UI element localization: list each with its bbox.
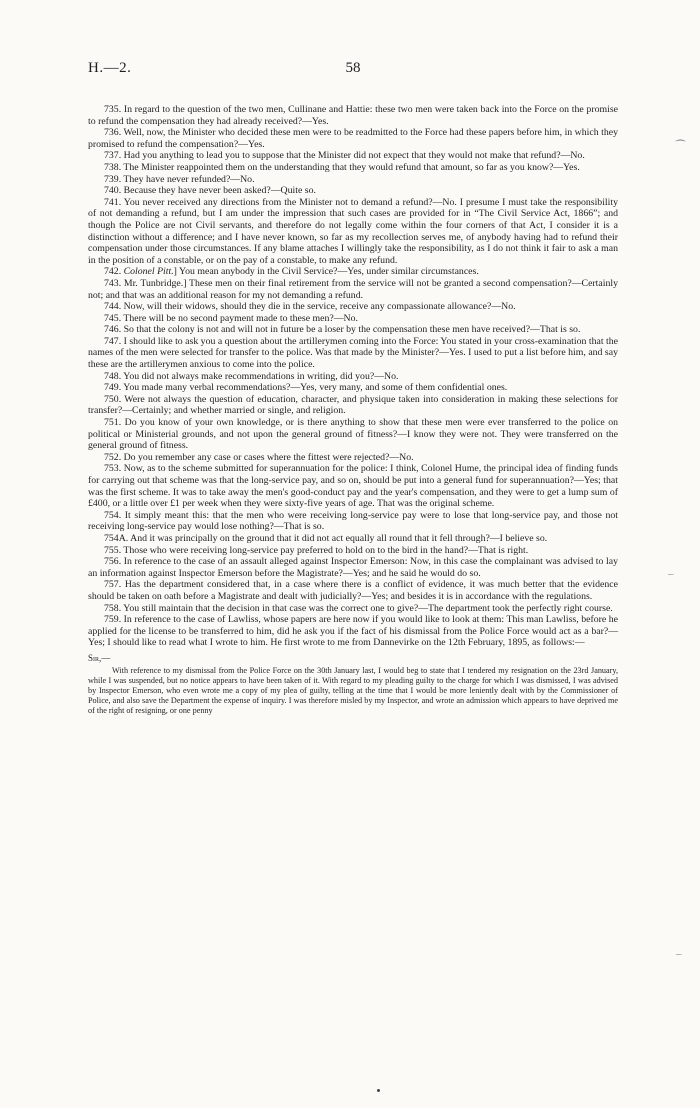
paragraph-736: 736. Well, now, the Minister who decided these men were to be readmitted to the Force had these papers before him, in which they promised to refund the compensation?—Yes.	[88, 127, 618, 150]
paragraph-758: 758. You still maintain that the decision in that case was the correct one to give?—The department took the perfectly right course.	[104, 602, 613, 614]
paragraph-741: 741. You never received any directions from the Minister not to demand a refund?—No. I presume I must take the responsibility of not demanding a refund, but I am under the impression that such cases are provided for in “The Civil Service Act, 1866”; and though the Police are not Civil servants, and therefore do not legally come within the four corners of that Act, I consider it is a distinction without a difference; and I have never known, so far as my recollection serves me, of anybody having had to refund their compensation under those circumstances. If any blame attaches I willingly take the responsibility, as I do not think it fair to ask a man in the position of a constable, or on the pay of a constable, to make any refund.	[88, 196, 618, 266]
page-body	[88, 104, 618, 717]
margin-mark: –	[668, 568, 674, 580]
paragraph-743: 743. Mr. Tunbridge.] These men on their final retirement from the service will not be granted a second compensation?—Certainly not; and that was an additional reason for my not demanding a refund.	[88, 277, 618, 301]
paragraph-750: 750. Were not always the question of education, character, and physique taken into consideration in making these selections for transfer?—Certainly; and whether married or single, and religion.	[88, 393, 618, 417]
paragraph-754a: 754A. And it was principally on the ground that it did not act equally all round that it fell through?—I believe so.	[104, 532, 548, 544]
paragraph-759: 759. In reference to the case of Lawliss, whose papers are here now if you would like to look at them: This man Lawliss, before he applied for the license to be transferred to him, did he ask you if the fact of his dismissal from the Police Force would act as a bar?—Yes; I should like to read what I wrote to him. He first wrote to me from Dannevirke on the 12th February, 1895, as follows:—	[88, 614, 618, 649]
page-number: 58	[345, 60, 361, 76]
paragraph-756: 756. In reference to the case of an assault alleged against Inspector Emerson: Now, in this case the complainant was advised to lay an information against Inspector Emerson before the Magistrate?—Yes; and he said he would do so.	[88, 556, 618, 579]
paragraph-748: 748. You did not always make recommendations in writing, did you?—No.	[104, 370, 399, 382]
paragraph-735: 735. In regard to the question of the two men, Cullinane and Hattie: these two men were taken back into the Force on the promise to refund the compensation they had already received?—Yes.	[88, 104, 618, 127]
paragraph-755: 755. Those who were receiving long-service pay preferred to hold on to the bird in the hand?—That is right.	[104, 544, 529, 556]
paragraph-745: 745. There will be no second payment made to these men?—No.	[104, 312, 358, 324]
paragraph-744: 744. Now, will their widows, should they die in the service, receive any compassionate allowance?—No.	[104, 301, 516, 313]
paragraph-753: 753. Now, as to the scheme submitted for superannuation for the police: I think, Colonel Hume, the principal idea of finding funds for carrying out that scheme was that the long-service pay, and so on, should be put into a general fund for superannuation?—Yes; that was the first scheme. It was to take away the men's good-conduct pay and the year's compensation, and they were to get a lump sum of £400, or a little over £1 per week when they were sixty-five years of age. That was the original scheme.	[88, 463, 618, 510]
paragraph-737: 737. Had you anything to lead you to suppose that the Minister did not expect that they would not make that refund?—No.	[104, 150, 585, 162]
margin-mark: ⁀	[676, 141, 685, 153]
paragraph-742-text: ] You mean anybody in the Civil Service?—Yes, under similar circumstances.	[173, 266, 479, 278]
paragraph-752: 752. Do you remember any case or cases where the fittest were rejected?—No.	[104, 451, 414, 463]
document-code: H.—2.	[88, 60, 132, 76]
paragraph-746: 746. So that the colony is not and will not in future be a loser by the compensation these men have received?—That is so.	[104, 324, 581, 336]
paragraph-757: 757. Has the department considered that, in a case where there is a conflict of evidence, it was much better that the evidence should be taken on oath before a Magistrate and dealt with judicially?—Yes; and besides it is in accordance with the regulations.	[88, 579, 618, 602]
paragraph-740: 740. Because they have never been asked?—Quite so.	[104, 185, 316, 197]
paragraph-747: 747. I should like to ask you a question about the artillerymen coming into the Force: You stated in your cross-examination that the names of the men were selected for transfer to the police. Was that made by the Minister?—Yes. I used to put a list before him, and say these are the artillerymen anxious to come into the police.	[88, 335, 618, 371]
page-header	[88, 60, 618, 80]
letter-text: With reference to my dismissal from the Police Force on the 30th January last, I would beg to state that I tendered my resignation on the 23rd January, while I was suspended, but no notice appears to have been taken of it. With regard to my pleading guilty to the charge for which I was dismissed, I was advised by Inspector Emerson, who even wrote me a copy of my plea of guilty, telling at the time that I would be more leniently dealt with by the Commissioner of Police, and also save the Department the expense of inquiry. I was therefore misled by my Inspector, and wrote an admission which appears to have deprived me of the right of resigning, or one penny	[88, 665, 618, 716]
speaker-colonel-pitt: Colonel Pitt.	[123, 266, 174, 278]
margin-mark: –	[676, 948, 682, 960]
quoted-letter	[88, 666, 618, 717]
paragraph-739: 739. They have never refunded?—No.	[104, 173, 255, 185]
paragraph-742	[88, 266, 618, 278]
page-dot	[377, 1089, 380, 1092]
paragraph-754: 754. It simply meant this: that the men who were receiving long-service pay were to lose that long-service pay, and those not receiving long-service pay would lose nothing?—That is so.	[88, 509, 618, 533]
paragraph-738: 738. The Minister reappointed them on the understanding that they would refund that amount, so far as you know?—Yes.	[104, 161, 580, 173]
paragraph-751: 751. Do you know of your own knowledge, or is there anything to show that these men were ever transferred to the police on political or Ministerial grounds, and not upon the general ground of fitness?—I know they were not. They were transferred on the general ground of fitness.	[88, 417, 618, 452]
paragraph-749: 749. You made many verbal recommendations?—Yes, very many, and some of them confidential ones.	[104, 382, 508, 394]
letter-salutation: Sir,—	[88, 652, 111, 663]
paragraph-742-number: 742.	[104, 266, 124, 278]
